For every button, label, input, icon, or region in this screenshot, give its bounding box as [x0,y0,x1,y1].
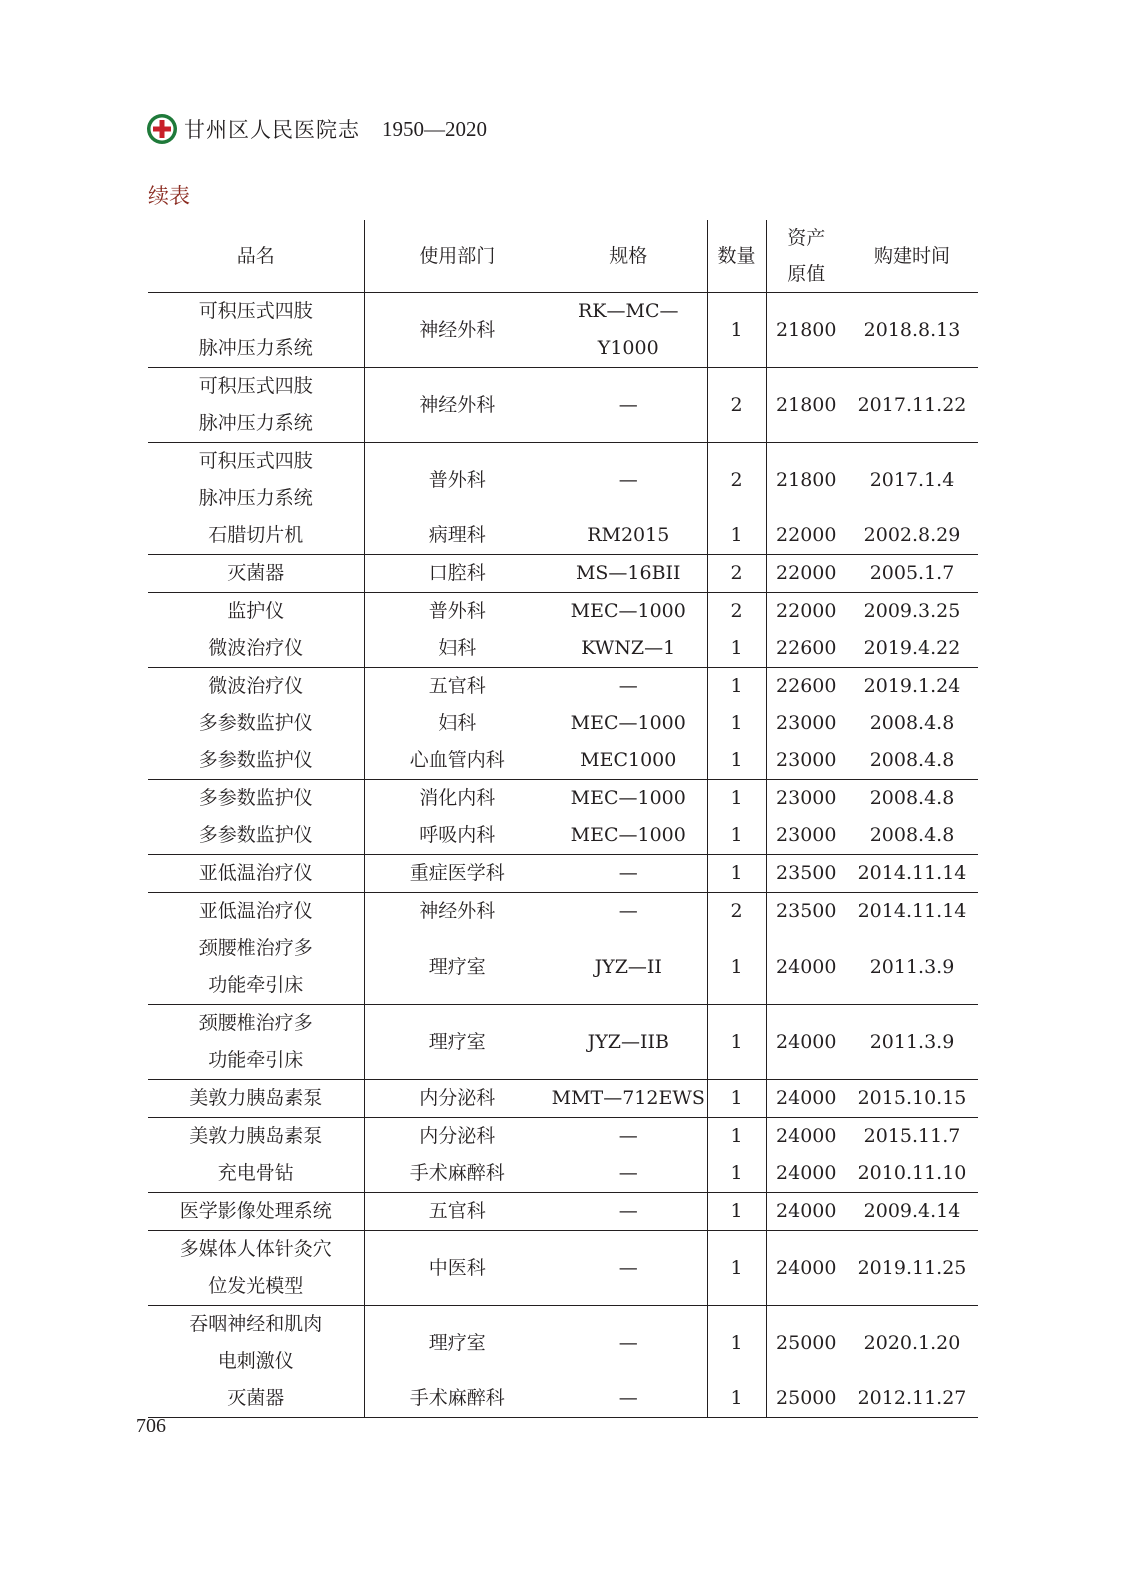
cell-name: 微波治疗仪 [148,630,364,668]
cell-spec: — [550,1118,707,1156]
cell-asset-value: 22000 [776,600,837,622]
cell-date: 2011.3.9 [869,1030,955,1053]
cell-quantity: 1 [707,1080,766,1118]
cell-date: 2005.1.7 [869,562,955,584]
cell-date: 2015.10.15 [857,1087,967,1109]
cell-name: 石腊切片机 [148,517,364,555]
cell-asset-value: 24000 [776,1256,837,1279]
cell-spec: MEC—1000 [550,593,707,631]
running-header [146,112,487,146]
cell-date: 2014.11.14 [857,862,967,884]
cell-asset-value: 22600 [776,675,837,697]
table-row [148,630,978,668]
cell-quantity: 2 [707,593,766,631]
cell-asset-value: 21800 [776,468,837,491]
table-row [148,817,978,855]
cell-spec: — [550,368,707,443]
table-row [148,293,978,368]
cell-name: 亚低温治疗仪 [148,855,364,893]
cell-spec: — [550,1231,707,1306]
cell-date: 2017.1.4 [869,468,955,491]
cell-name: 可积压式四肢 脉冲压力系统 [148,293,364,368]
cell-spec: — [550,893,707,931]
cell-asset-value: 22000 [776,524,837,546]
cell-name: 多参数监护仪 [148,780,364,818]
cell-spec: MEC—1000 [550,780,707,818]
column-header-name: 品名 [148,220,364,293]
cell-department: 心血管内科 [409,749,505,771]
cell-name: 可积压式四肢 脉冲压力系统 [148,368,364,443]
cell-name: 微波治疗仪 [148,668,364,706]
cell-asset-value: 24000 [776,1125,837,1147]
cell-asset-value: 23000 [776,824,837,846]
table-row [148,1380,978,1418]
cell-spec: — [550,1193,707,1231]
table-row [148,1231,978,1306]
cell-name: 充电骨钻 [148,1155,364,1193]
cell-department: 手术麻醉科 [409,1162,505,1184]
cell-date: 2010.11.10 [857,1162,967,1184]
cell-spec: KWNZ—1 [550,630,707,668]
cell-department: 口腔科 [428,562,486,584]
cell-spec: MEC—1000 [550,705,707,742]
cell-department: 中医科 [428,1256,486,1279]
table-row [148,1080,978,1118]
cell-asset-value: 23500 [776,862,837,884]
cell-spec: — [550,1306,707,1381]
table-row [148,705,978,742]
cell-quantity: 1 [707,1231,766,1306]
cell-department: 手术麻醉科 [409,1387,505,1409]
table-row [148,1118,978,1156]
cell-asset-value: 23000 [776,712,837,734]
cell-department: 神经外科 [419,900,496,922]
table-row [148,555,978,593]
cell-date: 2008.4.8 [869,749,955,771]
cell-quantity: 2 [707,893,766,931]
cell-quantity: 1 [707,1193,766,1231]
cell-quantity: 2 [707,368,766,443]
book-title: 甘州区人民医院志 [184,118,360,142]
cell-name: 多参数监护仪 [148,705,364,742]
cell-name: 多参数监护仪 [148,742,364,780]
column-header-department: 使用部门 [419,245,496,267]
cell-date: 2019.4.22 [863,637,961,659]
cell-asset-value: 24000 [776,1030,837,1053]
cell-quantity: 1 [707,930,766,1005]
continued-table-label: 续表 [148,184,190,208]
table-row [148,780,978,818]
cell-name: 亚低温治疗仪 [148,893,364,931]
cell-name: 多媒体人体针灸穴 位发光模型 [148,1231,364,1306]
column-header-asset-value-line-2: 原值 [787,263,826,285]
cell-spec: MEC—1000 [550,817,707,855]
cell-spec: — [550,443,707,518]
column-header-date: 购建时间 [873,245,950,267]
cell-date: 2014.11.14 [857,900,967,922]
cell-department: 神经外科 [419,318,496,341]
cell-name: 颈腰椎治疗多 功能牵引床 [148,930,364,1005]
cell-asset-value: 23500 [776,900,837,922]
cell-asset-value: 22000 [776,562,837,584]
cell-department: 五官科 [428,1200,486,1222]
table-row [148,517,978,555]
cell-date: 2009.3.25 [863,600,961,622]
cell-asset-value: 23000 [776,787,837,809]
equipment-table [148,220,978,1418]
table-body [148,293,978,1418]
cell-department: 妇科 [438,637,477,659]
cell-name: 美敦力胰岛素泵 [148,1080,364,1118]
cell-date: 2008.4.8 [869,787,955,809]
cell-department: 理疗室 [428,1331,486,1354]
cell-date: 2012.11.27 [857,1387,967,1409]
cell-quantity: 1 [707,705,766,742]
cell-asset-value: 21800 [776,318,837,341]
cell-spec: RM2015 [550,517,707,555]
cell-date: 2009.4.14 [863,1200,961,1222]
column-header-quantity: 数量 [707,220,766,293]
cell-name: 可积压式四肢 脉冲压力系统 [148,443,364,518]
cell-asset-value: 25000 [776,1387,837,1409]
table-row [148,593,978,631]
cell-department: 理疗室 [428,955,486,978]
cell-quantity: 1 [707,668,766,706]
cell-department: 神经外科 [419,393,496,416]
cell-quantity: 1 [707,1118,766,1156]
table-row [148,443,978,518]
cell-name: 颈腰椎治疗多 功能牵引床 [148,1005,364,1080]
cell-spec: — [550,668,707,706]
cell-quantity: 1 [707,1155,766,1193]
cell-quantity: 1 [707,1380,766,1418]
cell-quantity: 1 [707,517,766,555]
cell-asset-value: 21800 [776,393,837,416]
table-row [148,368,978,443]
cell-date: 2019.1.24 [863,675,961,697]
column-header-spec: 规格 [550,220,707,293]
cell-date: 2019.11.25 [857,1256,967,1279]
cell-name: 吞咽神经和肌肉 电刺激仪 [148,1306,364,1381]
cell-spec: MS—16BII [550,555,707,593]
table-row [148,742,978,780]
cell-asset-value: 24000 [776,1200,837,1222]
column-header-asset-value-line-1: 资产 [787,227,826,249]
cell-spec: RK—MC— Y1000 [550,293,707,368]
cell-spec: JYZ—IIB [550,1005,707,1080]
cell-department: 重症医学科 [409,862,505,884]
cell-name: 灭菌器 [148,1380,364,1418]
cell-department: 普外科 [428,468,486,491]
table-row [148,1193,978,1231]
cell-spec: MMT—712EWS [550,1080,707,1118]
cell-spec: — [550,1380,707,1418]
table-row [148,668,978,706]
cell-asset-value: 24000 [776,1087,837,1109]
cell-department: 五官科 [428,675,486,697]
cell-name: 灭菌器 [148,555,364,593]
cell-name: 医学影像处理系统 [148,1193,364,1231]
table-header-row [148,220,978,293]
table-row [148,1005,978,1080]
cell-department: 呼吸内科 [419,824,496,846]
cell-asset-value: 24000 [776,955,837,978]
cell-date: 2002.8.29 [863,524,961,546]
cell-date: 2008.4.8 [869,824,955,846]
cell-department: 普外科 [428,600,486,622]
cell-asset-value: 24000 [776,1162,837,1184]
equipment-table-container [148,220,978,1418]
cell-quantity: 1 [707,780,766,818]
cell-spec: — [550,1155,707,1193]
cell-department: 内分泌科 [419,1087,496,1109]
column-header-asset-value [766,220,846,293]
cell-quantity: 2 [707,443,766,518]
cell-asset-value: 25000 [776,1331,837,1354]
cell-quantity: 1 [707,293,766,368]
hospital-logo-icon [146,113,178,145]
cell-date: 2020.1.20 [863,1331,961,1354]
cell-quantity: 2 [707,555,766,593]
table-row [148,930,978,1005]
cell-department: 消化内科 [419,787,496,809]
book-years: 1950—2020 [382,116,487,141]
cell-name: 监护仪 [148,593,364,631]
cell-name: 多参数监护仪 [148,817,364,855]
cell-name: 美敦力胰岛素泵 [148,1118,364,1156]
cell-spec: JYZ—II [550,930,707,1005]
cell-date: 2017.11.22 [857,393,967,416]
cell-quantity: 1 [707,1005,766,1080]
table-row [148,1155,978,1193]
cell-quantity: 1 [707,1306,766,1381]
cell-department: 内分泌科 [419,1125,496,1147]
cell-department: 妇科 [438,712,477,734]
table-row [148,893,978,931]
table-row [148,855,978,893]
cell-department: 病理科 [428,524,486,546]
cell-asset-value: 23000 [776,749,837,771]
cell-department: 理疗室 [428,1030,486,1053]
cell-spec: — [550,855,707,893]
cell-spec: MEC1000 [550,742,707,780]
cell-quantity: 1 [707,855,766,893]
cell-quantity: 1 [707,742,766,780]
page-number: 706 [136,1415,166,1437]
cell-asset-value: 22600 [776,637,837,659]
cell-quantity: 1 [707,630,766,668]
cell-date: 2018.8.13 [863,318,961,341]
cell-quantity: 1 [707,817,766,855]
cell-date: 2015.11.7 [863,1125,961,1147]
table-row [148,1306,978,1381]
cell-date: 2008.4.8 [869,712,955,734]
cell-date: 2011.3.9 [869,955,955,978]
